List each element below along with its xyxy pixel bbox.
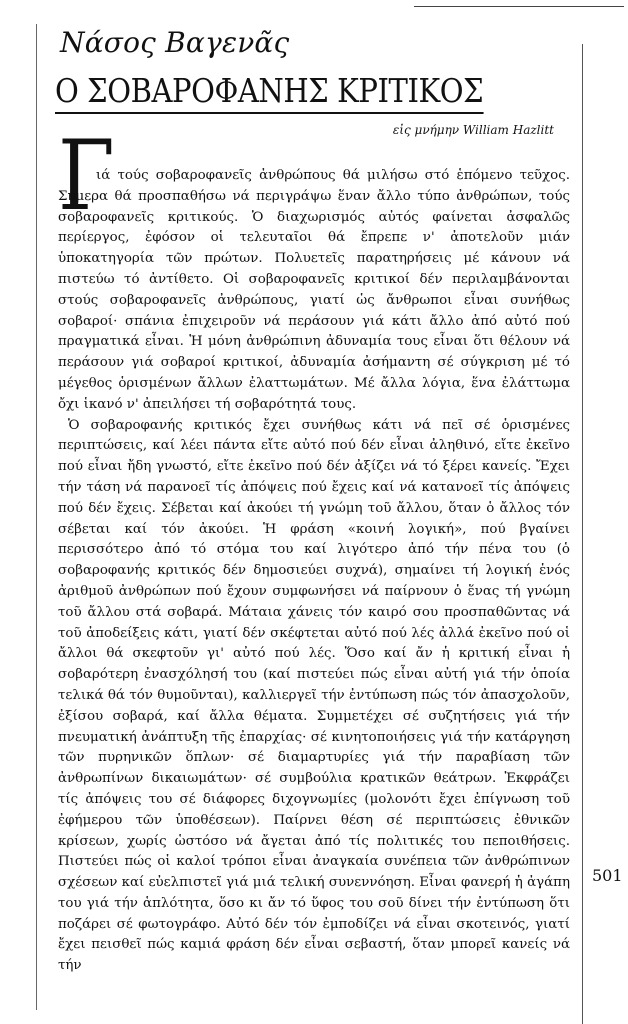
article-body (58, 166, 570, 977)
top-rule (414, 6, 624, 7)
paragraph-2: Ὁ σοβαροφανής κριτικός ἔχει συνήθως κάτι νά πεῖ σέ ὁρισμένες περιπτώσεις, καί λέει πάντα εἴτε αὐτό πού δέν εἶναι ἀληθινό, εἴτε ἐκεῖνο πού εἶναι ἤδη γνωστό, εἴτε ἐκεῖνο πού δέν ἀξίζει νά τό ξέρει κανείς. Ἔχει τήν τάση νά παρανοεῖ τίς ἀπόψεις πού ἔχεις καί νά κατανοεῖ τίς ἀπόψεις πού δέν ἔχεις. Σέβεται καί ἀκούει τή γνώμη τοῦ ἄλλου, ὅταν ὁ ἄλλος τόν σέβεται καί τόν ἀκούει. Ἡ φράση «κοινή λογική», πού βγαίνει περισσότερο ἀπό τό στόμα του καί λιγότερο ἀπό τήν πένα του (ὁ σοβαροφανής κριτικός δέν δημοσιεύει συχνά), σημαίνει τή λογική ἑνός ἀριθμοῦ ἀνθρώπων πού ἔχουν συμφωνήσει νά παίρνουν ὁ ἕνας τή γνώμη τοῦ ἄλλου στά σοβαρά. Μάταια χάνεις τόν καιρό σου προσπαθῶντας νά τοῦ ἀποδείξεις κάτι, γιατί δέν σκέφτεται αὐτό πού λές ἀλλά ἐκεῖνο πού οἱ ἄλλοι θά σκεφτοῦν γι' αὐτό πού λές. Ὅσο καί ἄν ἡ κριτική εἶναι ἡ σοβαρότερη ἐνασχόλησή του (καί πιστεύει πώς εἶναι αὐτή γιά τήν ὁποία τελικά θά τόν θυμοῦνται), καλλιεργεῖ τήν ἐντύπωση πώς τόν ἀπασχολοῦν, ἐξίσου σοβαρά, καί ἄλλα θέματα. Συμμετέχει σέ συζητήσεις γιά τήν πνευματική ἀνάπτυξη τῆς ἐπαρχίας· σέ κινητοποιήσεις γιά τήν κατάργηση τῶν πυρηνικῶν ὅπλων· σέ διαμαρτυρίες γιά τήν παραβίαση τῶν ἀνθρωπίνων δικαιωμάτων· σέ συμβούλια κρατικῶν θεάτρων. Ἐκφράζει τίς ἀπόψεις του σέ διάφορες διχογνωμίες (μολονότι ἔχει ἐπίγνωση τοῦ ἐφήμερου τῶν ὑποθέσεων). Παίρνει θέση σέ περιπτώσεις ἐθνικῶν κρίσεων, χωρίς ὡστόσο νά ἄγεται ἀπό τίς πολιτικές του πεποιθήσεις. Πιστεύει πώς οἱ καλοί τρόποι εἶναι ἀναγκαία συνέπεια τῶν ἀνθρώπινων σχέσεων καί εὐελπιστεῖ γιά μιά τελική συνεννόηση. Εἶναι φανερή ἡ ἀγάπη του γιά τήν ἁπλότητα, ὅσο κι ἄν τό ὕφος του σοῦ δίνει τήν ἐντύπωση ὅτι ποζάρει σέ φωτογράφο. Αὐτό δέν τόν ἐμποδίζει νά εἶναι σκοτεινός, γιατί ἔχει πεισθεῖ πώς καμιά φράση δέν εἶναι σεβαστή, ὅταν μπορεῖ κανείς νά τήν (58, 417, 570, 974)
right-margin-rule (582, 44, 583, 1024)
left-margin-rule (36, 24, 37, 1010)
paragraph-1-text: ιά τούς σοβαροφανεῖς ἀνθρώπους θά μιλήσω στό ἑπόμενο τεῦχος. Σήμερα θά προσπαθήσω νά περιγράψω ἕναν ἄλλο τύπο ἀνθρώπων, τούς σοβαροφανεῖς κριτικούς. Ὁ διαχωρισμός αὐτός φαίνεται ἀσφαλῶς περίεργος, ἐφόσον οἱ τελευταῖοι θά ἔπρεπε ν' ἀποτελοῦν μιάν ὑποκατηγορία τῶν πρώτων. Πολυετεῖς παρατηρήσεις μέ κάνουν νά πιστεύω τό ἀντίθετο. Οἱ σοβαροφανεῖς κριτικοί δέν περιλαμβάνονται στούς σοβαροφανεῖς ἀνθρώπους, γιατί ὡς ἄνθρωποι εἶναι συνήθως σοβαροί· σπάνια ἐπιχειροῦν νά περάσουν γιά κάτι ἄλλο ἀπό αὐτό πού πραγματικά εἶναι. Ἡ μόνη ἀνθρώπινη ἀδυναμία τους εἶναι ὅτι θέλουν νά περάσουν γιά σοβαροί κριτικοί, ἀδυναμία ἀσήμαντη σέ σύγκριση μέ τό μέγεθος ὁρισμένων ἄλλων ἐλαττωμάτων. Μέ ἄλλα λόγια, ἕνα ἐλάττωμα ὄχι ἱκανό ν' ἀπειλήσει τή σοβαρότητά τους. (58, 168, 570, 412)
paragraph-1 (58, 166, 570, 416)
page-number: 501 (592, 866, 623, 885)
article-title: Ο ΣΟΒΑΡΟΦΑΝΗΣ ΚΡΙΤΙΚΟΣ (55, 70, 483, 114)
author-name: Νάσος Βαγενᾶς (60, 26, 290, 59)
dedication: εἰς μνήμην William Hazlitt (392, 123, 554, 137)
drop-cap: Γ (58, 120, 115, 232)
